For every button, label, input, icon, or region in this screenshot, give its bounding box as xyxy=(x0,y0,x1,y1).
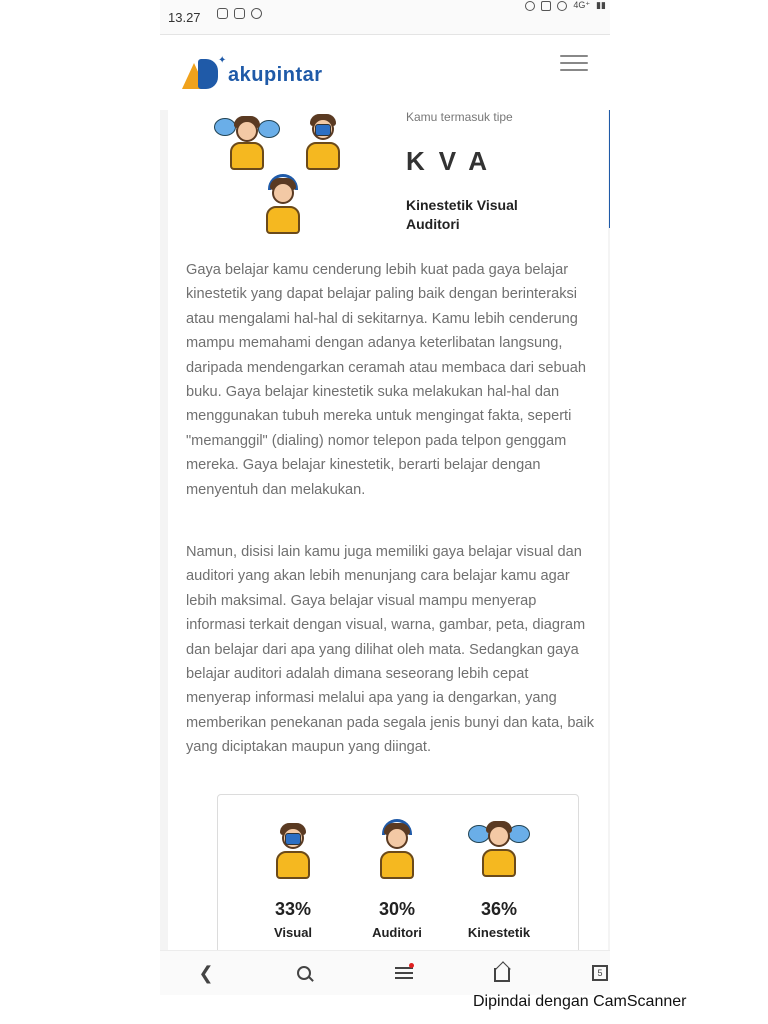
description-paragraph-1: Gaya belajar kamu cenderung lebih kuat pada gaya belajar kinestetik yang dapat belajar paling baik dengan berinteraksi atau mengalami hal-hal di sekitarnya. Kamu lebih cenderung mampu memahami dengan adanya keterlibatan langsung, daripada mendengarkan ceramah atau membaca dari sebuah buku. Gaya belajar kinestetik suka melakukan hal-hal dan menggunakan tubuh mereka untuk mengingat fakta, seperti "memanggil" (dialing) nomor telepon pada telpon genggam mereka. Gaya belajar kinestetik, berarti belajar dengan menyentuh dan melakukan. xyxy=(186,262,586,498)
description-paragraph-2: Namun, disisi lain kamu juga memiliki gaya belajar visual dan auditori yang akan lebih menunjang cara belajar kamu agar lebih maksimal. Gaya belajar visual mampu menyerap informasi terkait dengan visual, warna, gambar, peta, diagram dan belajar dari apa yang dilihat oleh mata. Sedangkan gaya belajar auditori adalah dimana seseorang lebih cepat menyerap informasi melalui apa yang ia dengarkan, yang memberikan penekanan pada segala jenis bunyi dan kata, baik yang diciptakan maupun yang diingat. xyxy=(186,544,595,756)
visual-label: Visual xyxy=(273,925,313,940)
back-icon[interactable]: ❮ xyxy=(198,962,214,983)
signal-icon: ▮▮ xyxy=(596,0,606,10)
result-card xyxy=(168,110,608,950)
status-time: 13.27 xyxy=(168,10,201,25)
logo-mark-icon: ✦ xyxy=(182,59,224,91)
whatsapp-icon xyxy=(251,8,262,19)
instagram-icon xyxy=(217,8,228,19)
instagram-icon xyxy=(234,8,245,19)
hamburger-icon[interactable] xyxy=(560,55,588,75)
home-icon[interactable] xyxy=(490,961,514,985)
page-content xyxy=(160,110,610,950)
app-header xyxy=(160,34,610,111)
notification-dot xyxy=(409,963,414,968)
masks-character-icon xyxy=(214,116,284,176)
auditori-percent: 30% xyxy=(378,899,416,919)
kinestetik-percent: 36% xyxy=(480,899,518,919)
status-app-icons xyxy=(217,8,262,19)
akupintar-logo[interactable] xyxy=(182,55,323,91)
type-label: Kamu termasuk tipe xyxy=(406,110,513,124)
kinestetik-label: Kinestetik xyxy=(467,925,531,940)
phone-screen xyxy=(160,0,610,995)
search-icon[interactable] xyxy=(292,961,316,985)
alarm-icon xyxy=(525,1,535,11)
headphones-character-icon xyxy=(378,819,418,879)
camscanner-watermark: Dipindai dengan CamScanner xyxy=(473,993,687,1010)
auditori-label: Auditori xyxy=(372,925,422,940)
logo-text: akupintar xyxy=(228,63,323,86)
type-name: Kinestetik Visual Auditori xyxy=(406,197,518,232)
type-code: KVA xyxy=(406,146,501,176)
nfc-icon xyxy=(541,1,551,11)
masks-character-icon xyxy=(468,819,532,879)
menu-icon[interactable] xyxy=(392,961,416,985)
accent-bar xyxy=(609,110,610,228)
tabs-icon[interactable]: 5 xyxy=(588,961,610,985)
system-nav-bar xyxy=(160,950,610,995)
headphones-character-icon xyxy=(256,174,316,238)
network-label: 4G⁺ xyxy=(573,0,591,10)
status-bar xyxy=(160,0,610,34)
mute-icon xyxy=(557,1,567,11)
visual-percent: 33% xyxy=(274,899,312,919)
camera-character-icon xyxy=(296,114,356,178)
status-indicators xyxy=(525,0,606,11)
result-percentages xyxy=(217,794,579,966)
camera-character-icon xyxy=(274,819,314,879)
